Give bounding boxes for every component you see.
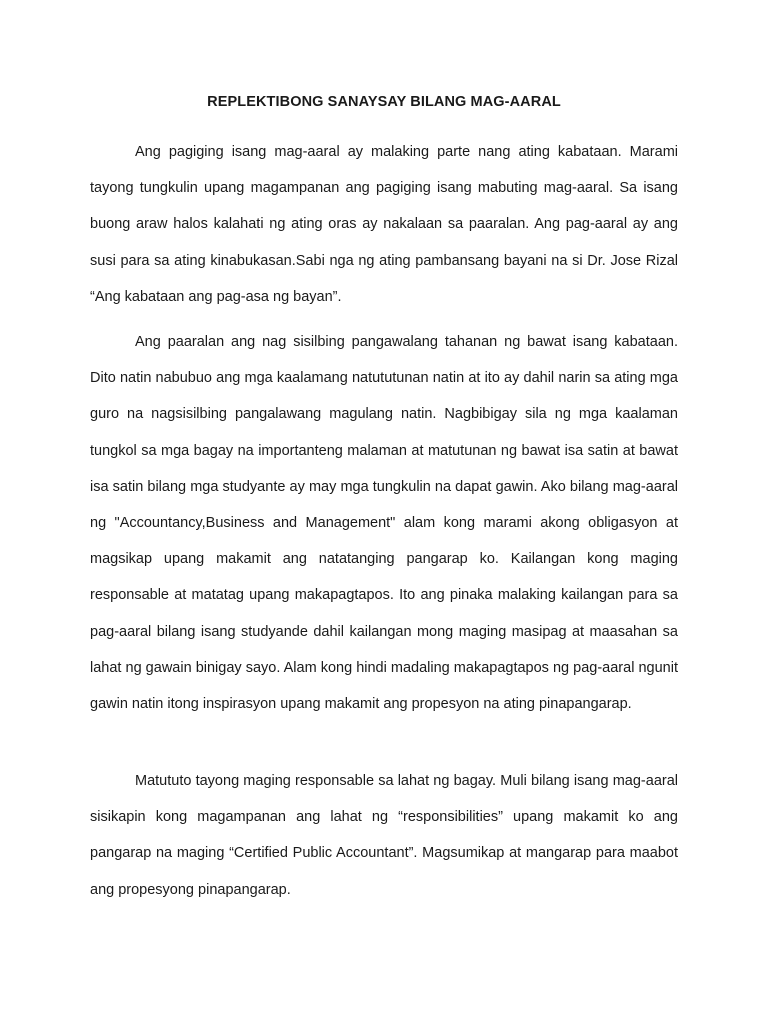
paragraph-1: Ang pagiging isang mag-aaral ay malaking parte nang ating kabataan. Marami tayong tungkulin upang magampanan ang pagiging isang mabuting mag-aaral. Sa isang buong araw halos kalahati ng ating oras ay nakalaan sa paaralan. Ang pag-aaral ay ang susi para sa ating kinabukasan.Sabi nga ng ating pambansang bayani na si Dr. Jose Rizal “Ang kabataan ang pag-asa ng bayan”.	[90, 144, 678, 305]
document-title: REPLEKTIBONG SANAYSAY BILANG MAG-AARAL	[207, 94, 561, 110]
paragraph-2: Ang paaralan ang nag sisilbing pangawalang tahanan ng bawat isang kabataan. Dito natin nabubuo ang mga kaalamang natututunan natin at ito ay dahil narin sa ating mga guro na nagsisilbing pangalawang magulang natin. Nagbibigay sila ng mga kaalaman tungkol sa mga bagay na importanteng malaman at matutunan ng bawat isa satin at bawat isa satin bilang mga studyante ay may mga tungkulin na dapat gawin. Ako bilang mag-aaral ng "Accountancy,Business and Management" alam kong marami akong obligasyon at magsikap upang makamit ang natatanging pangarap ko. Kailangan kong maging responsable at matatag upang makapagtapos. Ito ang pinaka malaking kailangan para sa pag-aaral bilang isang studyande dahil kailangan mong maging masipag at maasahan sa lahat ng gawain binigay sayo. Alam kong hindi madaling makapagtapos ng pag-aaral ngunit gawin natin itong inspirasyon upang makamit ang propesyon na ating pinapangarap.	[90, 334, 678, 713]
paragraph-3: Matututo tayong maging responsable sa lahat ng bagay. Muli bilang isang mag-aaral sisikapin kong magampanan ang lahat ng “responsibilities” upang makamit ko ang pangarap na maging “Certified Public Accountant”. Magsumikap at mangarap para maabot ang propesyong pinapangarap.	[90, 773, 678, 898]
